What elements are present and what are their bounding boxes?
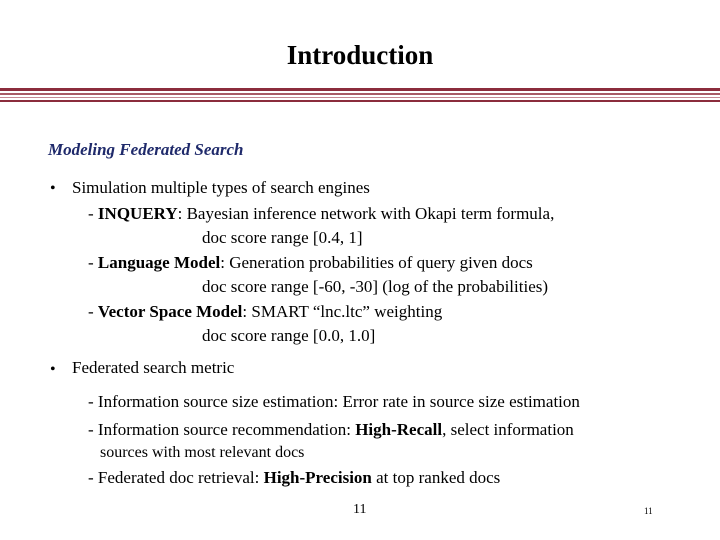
bullet-1-item-language-model-range: doc score range [-60, -30] (log of the probabilities) <box>202 277 549 296</box>
corner-page-number: 11 <box>644 506 653 516</box>
bullet-2-item-doc-retrieval: - Federated doc retrieval: High-Precision at top ranked docs <box>88 468 501 487</box>
bullet-1-text: Simulation multiple types of search engines <box>72 178 370 197</box>
slide-subtitle: Modeling Federated Search <box>48 140 244 159</box>
bullet-1-item-inquery: - INQUERY: Bayesian inference network with Okapi term formula, <box>88 204 555 223</box>
bullet-2-item-recommendation-cont: sources with most relevant docs <box>100 444 305 461</box>
slide-title: Introduction <box>286 40 434 70</box>
bullet-2-item-size-estimation: - Information source size estimation: Error rate in source size estimation <box>88 392 580 411</box>
bullet-1-item-vector-space: - Vector Space Model: SMART “lnc.ltc” weighting <box>88 302 443 321</box>
bullet-2-text: Federated search metric <box>72 358 235 377</box>
bullet-1-item-vector-space-range: doc score range [0.0, 1.0] <box>202 326 376 345</box>
bullet-1-item-language-model: - Language Model: Generation probabilities of query given docs <box>88 253 533 272</box>
bullet-1-item-inquery-range: doc score range [0.4, 1] <box>202 228 363 247</box>
page-number: 11 <box>353 502 367 517</box>
bullet-marker: • <box>50 361 56 378</box>
bullet-2-item-recommendation: - Information source recommendation: High-Recall, select information <box>88 420 574 439</box>
bullet-marker: • <box>50 180 56 197</box>
